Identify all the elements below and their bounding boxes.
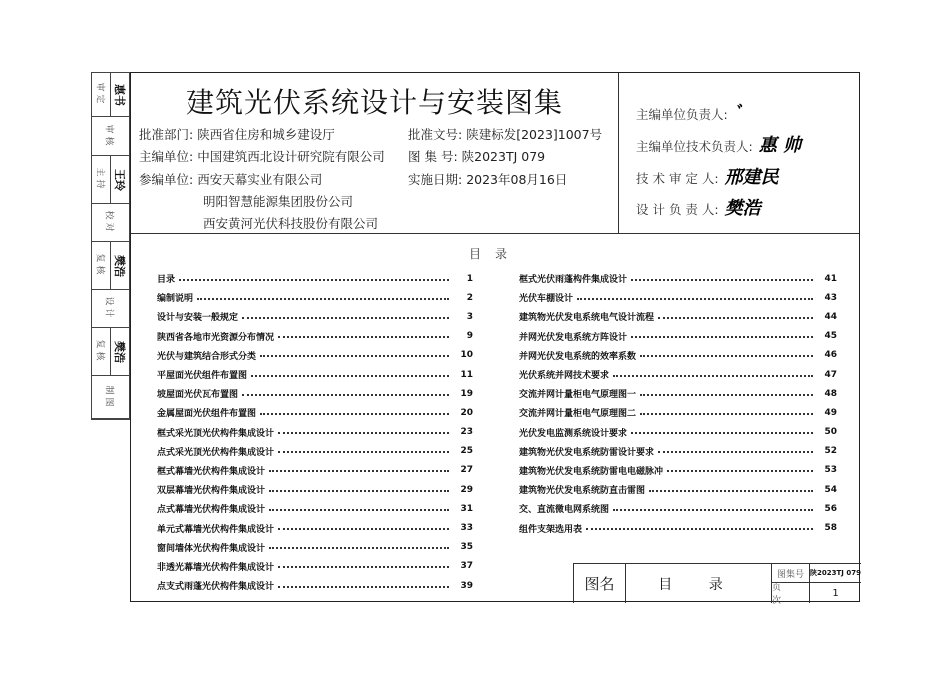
signature-strip-cell (92, 290, 129, 328)
toc-entry-title: 目录 (157, 275, 176, 286)
signature-strip-cell (92, 73, 129, 117)
toc-entry[interactable] (157, 288, 473, 307)
toc-entry-title: 陕西省各地市光资源分布情况 (157, 332, 275, 343)
toc-entry-page: 2 (466, 292, 473, 303)
toc-entry-page: 20 (460, 407, 473, 418)
toc-entry-title: 交流并网计量柜电气原理图一 (519, 390, 637, 401)
drawing-name-label: 图名 (574, 564, 626, 603)
strip-label: 审定 (92, 73, 111, 116)
toc-entry-title: 平屋面光伏组件布置图 (157, 371, 248, 382)
leader-dots (613, 375, 813, 377)
toc-entry-title: 窗间墙体光伏构件集成设计 (157, 543, 266, 554)
toc-entry-page: 1 (466, 273, 473, 284)
toc-entry-page: 29 (460, 484, 473, 495)
leader-dots (640, 355, 813, 357)
signature-strip-cell (92, 117, 129, 156)
leader-dots (640, 394, 813, 396)
effective-date-row: 实施日期: 2023年08月16日 (408, 172, 568, 187)
toc-entry-page: 23 (460, 427, 473, 438)
strip-signature: 樊浩 (113, 340, 126, 363)
leader-dots (640, 413, 813, 415)
toc-entry[interactable] (157, 346, 473, 365)
toc-entry-page: 9 (466, 331, 473, 342)
leader-dots (577, 298, 813, 300)
toc-entry[interactable] (519, 518, 837, 537)
toc-entry-title: 建筑物光伏发电系统电气设计流程 (519, 313, 655, 324)
toc-entry-page: 41 (824, 273, 837, 284)
toc-entry-title: 组件支架选用表 (519, 524, 583, 535)
toc-entry-page: 53 (824, 465, 837, 476)
toc-entry-title: 框式幕墙光伏构件集成设计 (157, 466, 266, 477)
strip-label: 复核 (92, 328, 111, 375)
toc-entry-title: 光伏发电监测系统设计要求 (519, 428, 628, 439)
leader-dots (667, 470, 813, 472)
toc-entry-title: 框式光伏雨蓬构件集成设计 (519, 275, 628, 286)
toc-entry-page: 3 (466, 311, 473, 322)
toc-entry-page: 43 (824, 292, 837, 303)
toc-entry-title: 点支式雨蓬光伏构件集成设计 (157, 582, 275, 593)
responsible-row: 技 术 审 定 人: 邢建民 (636, 167, 779, 188)
values-col (810, 564, 861, 603)
leader-dots (251, 375, 449, 377)
toc-entry-page: 39 (460, 580, 473, 591)
strip-label: 审核 (103, 123, 114, 149)
signature-strip-cell (92, 204, 129, 242)
responsible-row: 主编单位负责人: ﾞ (636, 103, 743, 124)
toc-entry[interactable] (157, 365, 473, 384)
toc-entry[interactable] (519, 327, 837, 346)
toc-entry-title: 交、直流微电网系统图 (519, 505, 610, 516)
signature-strip (91, 72, 130, 420)
toc-entry-page: 49 (824, 407, 837, 418)
signature-strip-cell (92, 328, 129, 376)
toc-entry-title: 光伏车棚设计 (519, 294, 574, 305)
responsible-row: 设 计 负 责 人: 樊浩 (636, 198, 761, 219)
approval-no-row: 批准文号: 陕建标发[2023]1007号 (408, 127, 603, 142)
toc-entry[interactable] (157, 327, 473, 346)
toc-entry[interactable] (157, 461, 473, 480)
toc-entry-page: 11 (460, 369, 473, 380)
toc-entry-page: 52 (824, 446, 837, 457)
toc-entry-title: 单元式幕墙光伏构件集成设计 (157, 524, 275, 535)
toc-entry[interactable] (157, 576, 473, 595)
toc-entry-page: 27 (460, 465, 473, 476)
atlas-title: 建筑光伏系统设计与安装图集 (185, 86, 563, 119)
drawing-frame (130, 72, 861, 606)
toc-entry[interactable] (157, 557, 473, 576)
toc-entry[interactable] (157, 403, 473, 422)
toc-entry-title: 点式采光顶光伏构件集成设计 (157, 447, 275, 458)
responsible-row: 主编单位技术负责人: 惠 帅 (636, 135, 801, 156)
toc-left-column (157, 269, 473, 595)
leader-dots (269, 547, 449, 549)
toc-entry[interactable] (519, 423, 837, 442)
toc-entry[interactable] (519, 442, 837, 461)
approval-dept-row: 批准部门: 陕西省住房和城乡建设厅 (139, 127, 335, 142)
toc-entry-title: 建筑物光伏发电系统防雷电电磁脉冲 (519, 466, 664, 477)
toc-entry-page: 54 (824, 484, 837, 495)
leader-dots (278, 528, 449, 530)
toc-entry[interactable] (519, 365, 837, 384)
strip-label: 主持 (92, 156, 111, 203)
atlas-no-value: 陕2023TJ 079 (810, 564, 861, 583)
leader-dots (179, 279, 449, 281)
strip-label: 复核 (92, 242, 111, 289)
leader-dots (260, 413, 449, 415)
toc-entry-page: 19 (460, 388, 473, 399)
toc-entry-title: 光伏与建筑结合形式分类 (157, 351, 257, 362)
toc-entry[interactable] (519, 269, 837, 288)
leader-dots (278, 336, 449, 338)
toc-entry[interactable] (519, 288, 837, 307)
toc-entry-title: 坡屋面光伏瓦布置图 (157, 390, 239, 401)
toc-entry-title: 编制说明 (157, 294, 194, 305)
toc-entry-title: 非透光幕墙光伏构件集成设计 (157, 562, 275, 573)
page-label: 页 次 (772, 583, 788, 606)
strip-label: 制图 (103, 384, 114, 410)
leader-dots (278, 432, 449, 434)
leader-dots (631, 432, 813, 434)
strip-signature: 王玲 (113, 168, 126, 191)
labels-col (772, 564, 810, 606)
toc-entry[interactable] (157, 384, 473, 403)
toc-entry-page: 45 (824, 331, 837, 342)
toc-entry-title: 并网光伏发电系统方阵设计 (519, 332, 628, 343)
signature-strip-cell (92, 376, 129, 419)
header-block (131, 73, 859, 234)
toc-entry[interactable] (157, 442, 473, 461)
toc-entry[interactable] (519, 384, 837, 403)
toc-entry-title: 并网光伏发电系统的效率系数 (519, 351, 637, 362)
toc-entry-page: 50 (824, 427, 837, 438)
leader-dots (260, 355, 449, 357)
leader-dots (586, 528, 813, 530)
toc-entry[interactable] (157, 307, 473, 326)
toc-entry-page: 58 (824, 523, 837, 534)
leader-dots (631, 336, 813, 338)
leader-dots (649, 490, 813, 492)
leader-dots (613, 509, 813, 511)
toc-entry[interactable] (157, 518, 473, 537)
toc-entry-page: 48 (824, 388, 837, 399)
leader-dots (242, 394, 449, 396)
co-unit-row: 参编单位: 西安天幕实业有限公司 (139, 172, 323, 187)
toc-entry-page: 46 (824, 350, 837, 361)
leader-dots (197, 298, 449, 300)
toc-entry-title: 框式采光顶光伏构件集成设计 (157, 428, 275, 439)
title-block (573, 563, 861, 606)
co-unit-row-2: 明阳智慧能源集团股份公司 (203, 194, 354, 209)
toc-entry[interactable] (157, 480, 473, 499)
leader-dots (269, 490, 449, 492)
toc-entry-page: 47 (824, 369, 837, 380)
strip-signature: 樊浩 (113, 254, 126, 277)
leader-dots (269, 470, 449, 472)
toc-entry-title: 点式幕墙光伏构件集成设计 (157, 505, 266, 516)
toc-entry[interactable] (519, 403, 837, 422)
toc-entry-title: 金属屋面光伏组件布置图 (157, 409, 257, 420)
toc-entry-page: 44 (824, 311, 837, 322)
toc-right-column (519, 269, 837, 538)
toc-entry[interactable] (157, 499, 473, 518)
toc-entry-page: 35 (460, 542, 473, 553)
toc-entry-title: 光伏系统并网技术要求 (519, 371, 610, 382)
toc-entry-page: 37 (460, 561, 473, 572)
toc-entry-title: 双层幕墙光伏构件集成设计 (157, 486, 266, 497)
leader-dots (242, 317, 449, 319)
toc-entry-page: 33 (460, 523, 473, 534)
co-unit-row-3: 西安黄河光伏科技股份有限公司 (203, 216, 379, 231)
signature-strip-cell (92, 156, 129, 204)
leader-dots (278, 566, 449, 568)
toc-entry-title: 交流并网计量柜电气原理图二 (519, 409, 637, 420)
drawing-name: 目 录 (626, 564, 772, 603)
leader-dots (658, 317, 813, 319)
leader-dots (278, 451, 449, 453)
strip-signature: 惠书 (113, 83, 126, 106)
strip-label: 设计 (103, 296, 114, 321)
toc-entry-page: 31 (460, 503, 473, 514)
toc-entry-title: 建筑物光伏发电系统防雷设计要求 (519, 447, 655, 458)
leader-dots (658, 451, 813, 453)
toc-entry[interactable] (519, 480, 837, 499)
toc-entry[interactable] (157, 269, 473, 288)
toc-entry-title: 设计与安装一般规定 (157, 313, 239, 324)
atlas-no-row: 图 集 号: 陕2023TJ 079 (408, 149, 546, 164)
strip-label: 校对 (103, 210, 114, 235)
toc-entry[interactable] (519, 499, 837, 518)
chief-unit-row: 主编单位: 中国建筑西北设计研究院有限公司 (139, 149, 385, 164)
header-info (131, 73, 619, 233)
signature-strip-cell (92, 242, 129, 290)
toc-title: 目录 (468, 247, 521, 261)
toc-entry[interactable] (157, 538, 473, 557)
page-value: 1 (832, 587, 839, 599)
toc-entry-page: 25 (460, 446, 473, 457)
toc-entry[interactable] (519, 346, 837, 365)
toc-entry-page: 10 (460, 350, 473, 361)
leader-dots (269, 509, 449, 511)
toc-entry[interactable] (157, 423, 473, 442)
toc-entry[interactable] (519, 307, 837, 326)
leader-dots (278, 586, 449, 588)
toc-entry-title: 建筑物光伏发电系统防直击雷图 (519, 486, 646, 497)
leader-dots (631, 279, 813, 281)
atlas-no-label: 图集号 (772, 564, 809, 583)
toc-entry-page: 56 (824, 503, 837, 514)
toc-entry[interactable] (519, 461, 837, 480)
